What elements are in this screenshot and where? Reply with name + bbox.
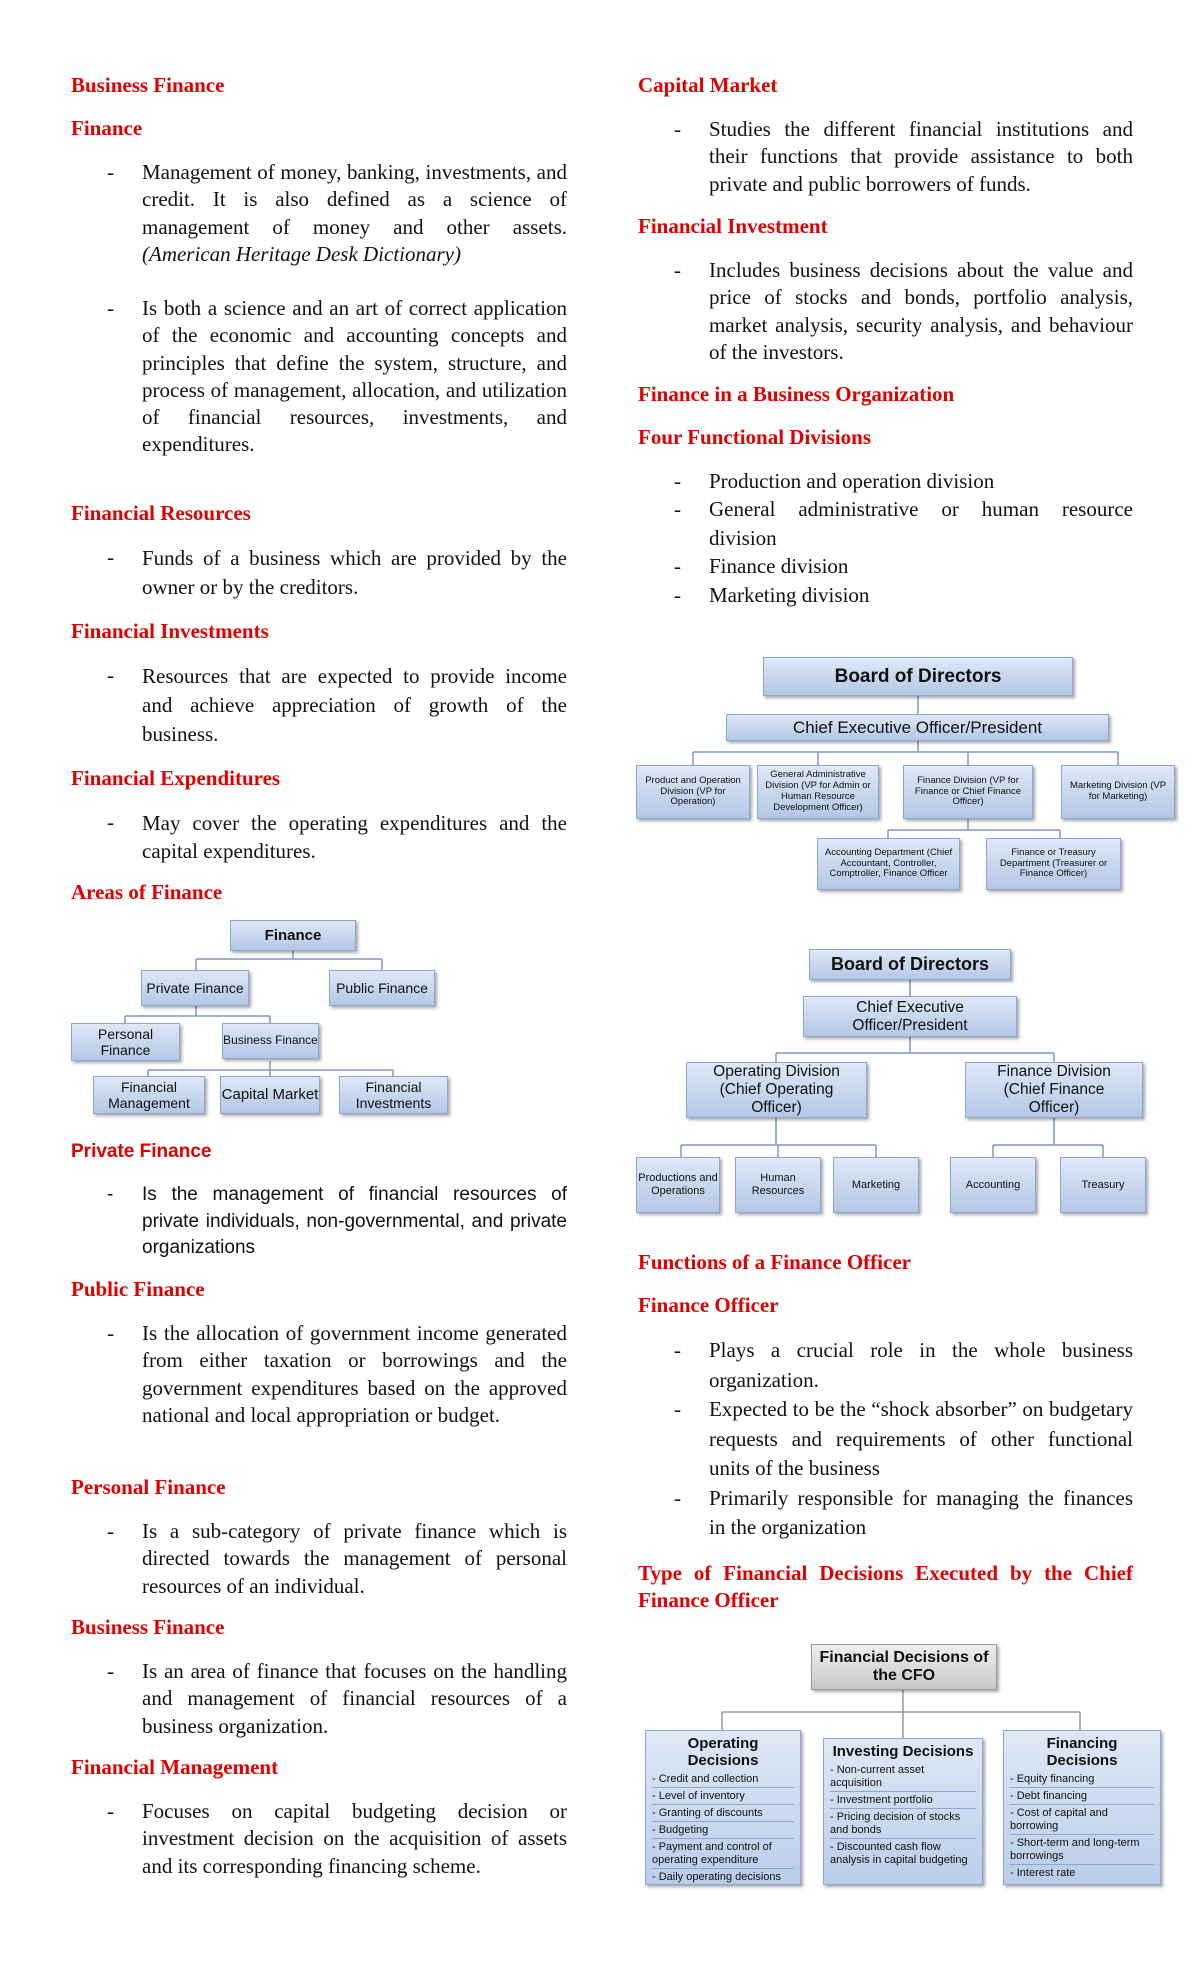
heading-four-divisions: Four Functional Divisions <box>638 425 871 449</box>
list-item: - Discounted cash flow analysis in capital budgeting <box>830 1841 968 1866</box>
list-item: - Investment portfolio <box>830 1792 976 1809</box>
org1-treasury-department: Finance or Treasury Department (Treasurer or Finance Officer) <box>986 838 1121 890</box>
citation: (American Heritage Desk Dictionary) <box>142 241 461 266</box>
org2-finance-division: Finance Division (Chief Finance Officer) <box>965 1062 1143 1118</box>
heading-finance-in-org: Finance in a Business Organization <box>638 382 955 406</box>
node-public-finance: Public Finance <box>329 970 435 1006</box>
heading-capital-market: Capital Market <box>638 73 778 97</box>
financial-resources-bullet: - Funds of a business which are provided by the owner or by the creditors. <box>107 545 567 599</box>
org1-production-division: Product and Operation Division (VP for Operation) <box>636 765 750 819</box>
list-item: - Granting of discounts <box>652 1805 794 1822</box>
heading-private-finance: Private Finance <box>71 1141 212 1162</box>
node-financial-management: Financial Management <box>93 1076 205 1114</box>
heading-financial-expenditures: Financial Expenditures <box>71 766 281 790</box>
finance-officer-list <box>638 1336 1133 1543</box>
financial-expenditures-bullet: - May cover the operating expenditures and the capital expenditures. <box>107 810 567 863</box>
org2-treasury: Treasury <box>1060 1157 1146 1213</box>
business-finance-bullet: - Is an area of finance that focuses on the handling and management of financial resources of a business organization. <box>107 1659 567 1738</box>
heading-financial-investments: Financial Investments <box>71 619 269 643</box>
org2-marketing: Marketing <box>833 1157 919 1213</box>
list-item: - Payment and control of operating expenditure <box>652 1839 794 1869</box>
financing-decisions-box <box>1003 1730 1161 1885</box>
four-divisions-list <box>638 468 1133 611</box>
operating-decisions-title: Operating Decisions <box>687 1735 759 1769</box>
org1-general-admin-division: General Administrative Division (VP for Admin or Human Resource Development Officer) <box>757 765 879 819</box>
financial-investment-bullet: - Includes business decisions about the value and price of stocks and bonds, portfolio analysis, market analysis, security analysis, and behaviour of the investors. <box>674 258 1133 364</box>
heading-personal-finance: Personal Finance <box>71 1475 226 1499</box>
org2-board: Board of Directors <box>809 949 1011 980</box>
list-item: - Non-current asset acquisition <box>830 1762 976 1792</box>
org2-ceo: Chief Executive Officer/President <box>803 996 1017 1037</box>
node-capital-market: Capital Market <box>220 1076 320 1114</box>
node-personal-finance: Personal Finance <box>71 1023 180 1061</box>
list-item: - Short-term and long-term borrowings <box>1010 1835 1154 1865</box>
finance-bullet-1: - Management of money, banking, investments, and credit. It is also defined as a science of management of money and other assets. (American Heritage Desk Dictionary) <box>107 160 567 266</box>
list-item: - Credit and collection <box>652 1771 794 1788</box>
heading-financial-decisions: Type of Financial Decisions Executed by the Chief Finance Officer <box>638 1561 1133 1612</box>
page-title: Business Finance <box>71 73 225 97</box>
heading-finance-officer: Finance Officer <box>638 1293 779 1317</box>
heading-public-finance: Public Finance <box>71 1277 205 1301</box>
list-item: - Primarily responsible for managing the finances in the organization <box>674 1485 1133 1539</box>
heading-financial-management: Financial Management <box>71 1755 279 1779</box>
financial-investments-bullet: - Resources that are expected to provide income and achieve appreciation of growth of the business. <box>107 663 567 746</box>
list-item: - Marketing division <box>674 583 870 607</box>
list-item: - Finance division <box>674 554 849 578</box>
org2-productions-operations: Productions and Operations <box>636 1157 720 1213</box>
personal-finance-bullet: - Is a sub-category of private finance which is directed towards the management of personal resources of an individual. <box>107 1519 567 1598</box>
org1-accounting-department: Accounting Department (Chief Accountant, Controller, Comptroller, Finance Officer <box>817 838 960 890</box>
org1-finance-division: Finance Division (VP for Finance or Chief Finance Officer) <box>903 765 1033 819</box>
list-item: - Equity financing <box>1010 1771 1154 1788</box>
list-item: - Budgeting <box>652 1822 794 1839</box>
list-item: - Expected to be the “shock absorber” on budgetary requests and requirements of other functional units of the business <box>674 1397 1133 1480</box>
node-private-finance: Private Finance <box>141 970 249 1006</box>
list-item: - Level of inventory <box>652 1788 794 1805</box>
org1-board: Board of Directors <box>763 657 1073 696</box>
capital-market-bullet: - Studies the different financial institutions and their functions that provide assistance to both private and public borrowers of funds. <box>674 117 1133 196</box>
list-item: - Debt financing <box>1010 1788 1154 1805</box>
list-item: - Pricing decision of stocks and bonds <box>830 1809 976 1839</box>
list-item: - Production and operation division <box>674 469 995 493</box>
list-item: - Cost of capital and borrowing <box>1010 1805 1154 1835</box>
node-finance: Finance <box>230 920 356 951</box>
org2-human-resources: Human Resources <box>735 1157 821 1213</box>
list-item: - Daily operating decisions <box>652 1871 782 1883</box>
list-item: - Plays a crucial role in the whole business organization. <box>674 1338 1133 1392</box>
finance-bullet-2: - Is both a science and an art of correct application of the economic and accounting concepts and principles that define the system, structure, and process of management, allocation, and utilization of financial resources, investments, and expenditures. <box>107 296 567 457</box>
org1-marketing-division: Marketing Division (VP for Marketing) <box>1061 765 1175 819</box>
heading-areas-of-finance: Areas of Finance <box>71 880 223 904</box>
list-item: - Interest rate <box>1010 1867 1076 1879</box>
public-finance-bullet: - Is the allocation of government income generated from either taxation or borrowings and the government expenditures based on the approved national and local appropriation or budget. <box>107 1321 567 1427</box>
cfo-title-box: Financial Decisions of the CFO <box>811 1644 997 1690</box>
heading-finance: Finance <box>71 116 143 140</box>
org1-ceo: Chief Executive Officer/President <box>726 714 1109 741</box>
financial-management-bullet: - Focuses on capital budgeting decision or investment decision on the acquisition of assets and its corresponding financing scheme. <box>107 1799 567 1878</box>
investing-decisions-title: Investing Decisions <box>832 1743 974 1760</box>
org2-operating-division: Operating Division (Chief Operating Officer) <box>686 1062 867 1118</box>
investing-decisions-box <box>823 1738 983 1885</box>
heading-functions-finance-officer: Functions of a Finance Officer <box>638 1250 911 1274</box>
list-item: - General administrative or human resource division <box>674 497 1133 550</box>
private-finance-bullet: - Is the management of financial resources of private individuals, non-governmental, and private organizations <box>107 1184 567 1258</box>
node-business-finance: Business Finance <box>222 1023 319 1059</box>
node-financial-investments: Financial Investments <box>339 1076 448 1114</box>
org2-accounting: Accounting <box>950 1157 1036 1213</box>
heading-financial-investment: Financial Investment <box>638 214 828 238</box>
heading-financial-resources: Financial Resources <box>71 501 251 525</box>
financing-decisions-title: Financing Decisions <box>1046 1735 1118 1769</box>
operating-decisions-box <box>645 1730 801 1885</box>
heading-business-finance: Business Finance <box>71 1615 225 1639</box>
